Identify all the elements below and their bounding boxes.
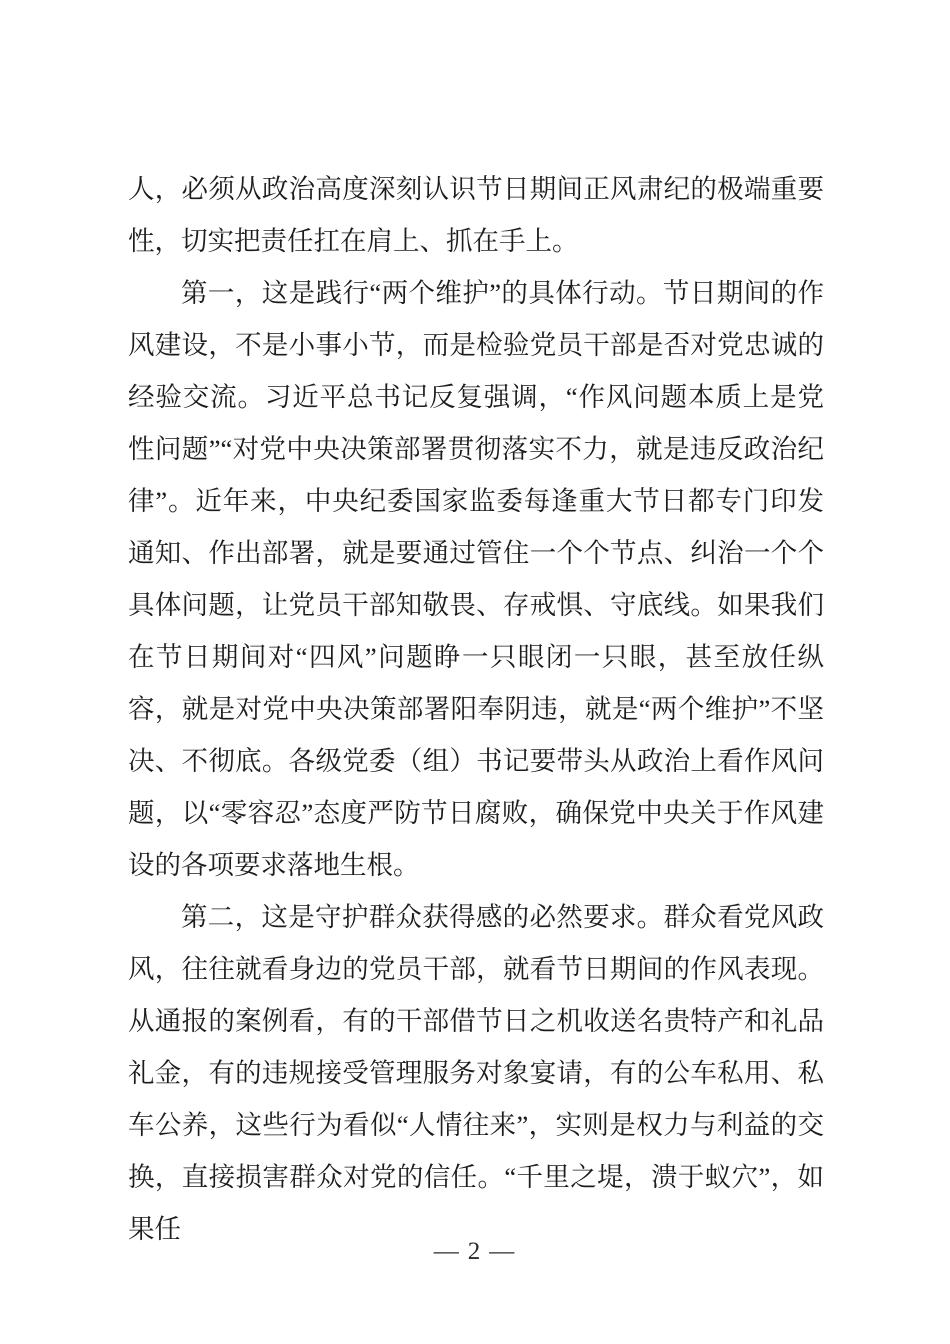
page-number-footer: [0, 1238, 950, 1266]
page-number-value: 2: [467, 1238, 483, 1265]
paragraph-continuation: 人，必须从政治高度深刻认识节日期间正风肃纪的极端重要性，切实把责任扛在肩上、抓在手上。: [128, 174, 824, 256]
paragraph-second-point: 第二，这是守护群众获得感的必然要求。群众看党风政风，往往就看身边的党员干部，就看节日期间的作风表现。从通报的案例看，有的干部借节日之机收送名贵特产和礼品礼金，有的违规接受管理服务对象宴请，有的公车私用、私车公养，这些行为看似“人情往来”，实则是权力与利益的交换，直接损害群众对党的信任。“千里之堤，溃于蚁穴”，如果任: [128, 902, 824, 1244]
page-number-right-dash: —: [489, 1238, 517, 1265]
paragraph-first-point: 第一，这是践行“两个维护”的具体行动。节日期间的作风建设，不是小事小节，而是检验党员干部是否对党忠诚的经验交流。习近平总书记反复强调，“作风问题本质上是党性问题”“对党中央决策部署贯彻落实不力，就是违反政治纪律”。近年来，中央纪委国家监委每逢重大节日都专门印发通知、作出部署，就是要通过管住一个个节点、纠治一个个具体问题，让党员干部知敬畏、存戒惧、守底线。如果我们在节日期间对“四风”问题睁一只眼闭一只眼，甚至放任纵容，就是对党中央决策部署阳奉阴违，就是“两个维护”不坚决、不彻底。各级党委（组）书记要带头从政治上看作风问题，以“零容忍”态度严防节日腐败，确保党中央关于作风建设的各项要求落地生根。: [128, 278, 824, 880]
page-number-left-dash: —: [433, 1238, 461, 1265]
document-body: [128, 163, 824, 1255]
